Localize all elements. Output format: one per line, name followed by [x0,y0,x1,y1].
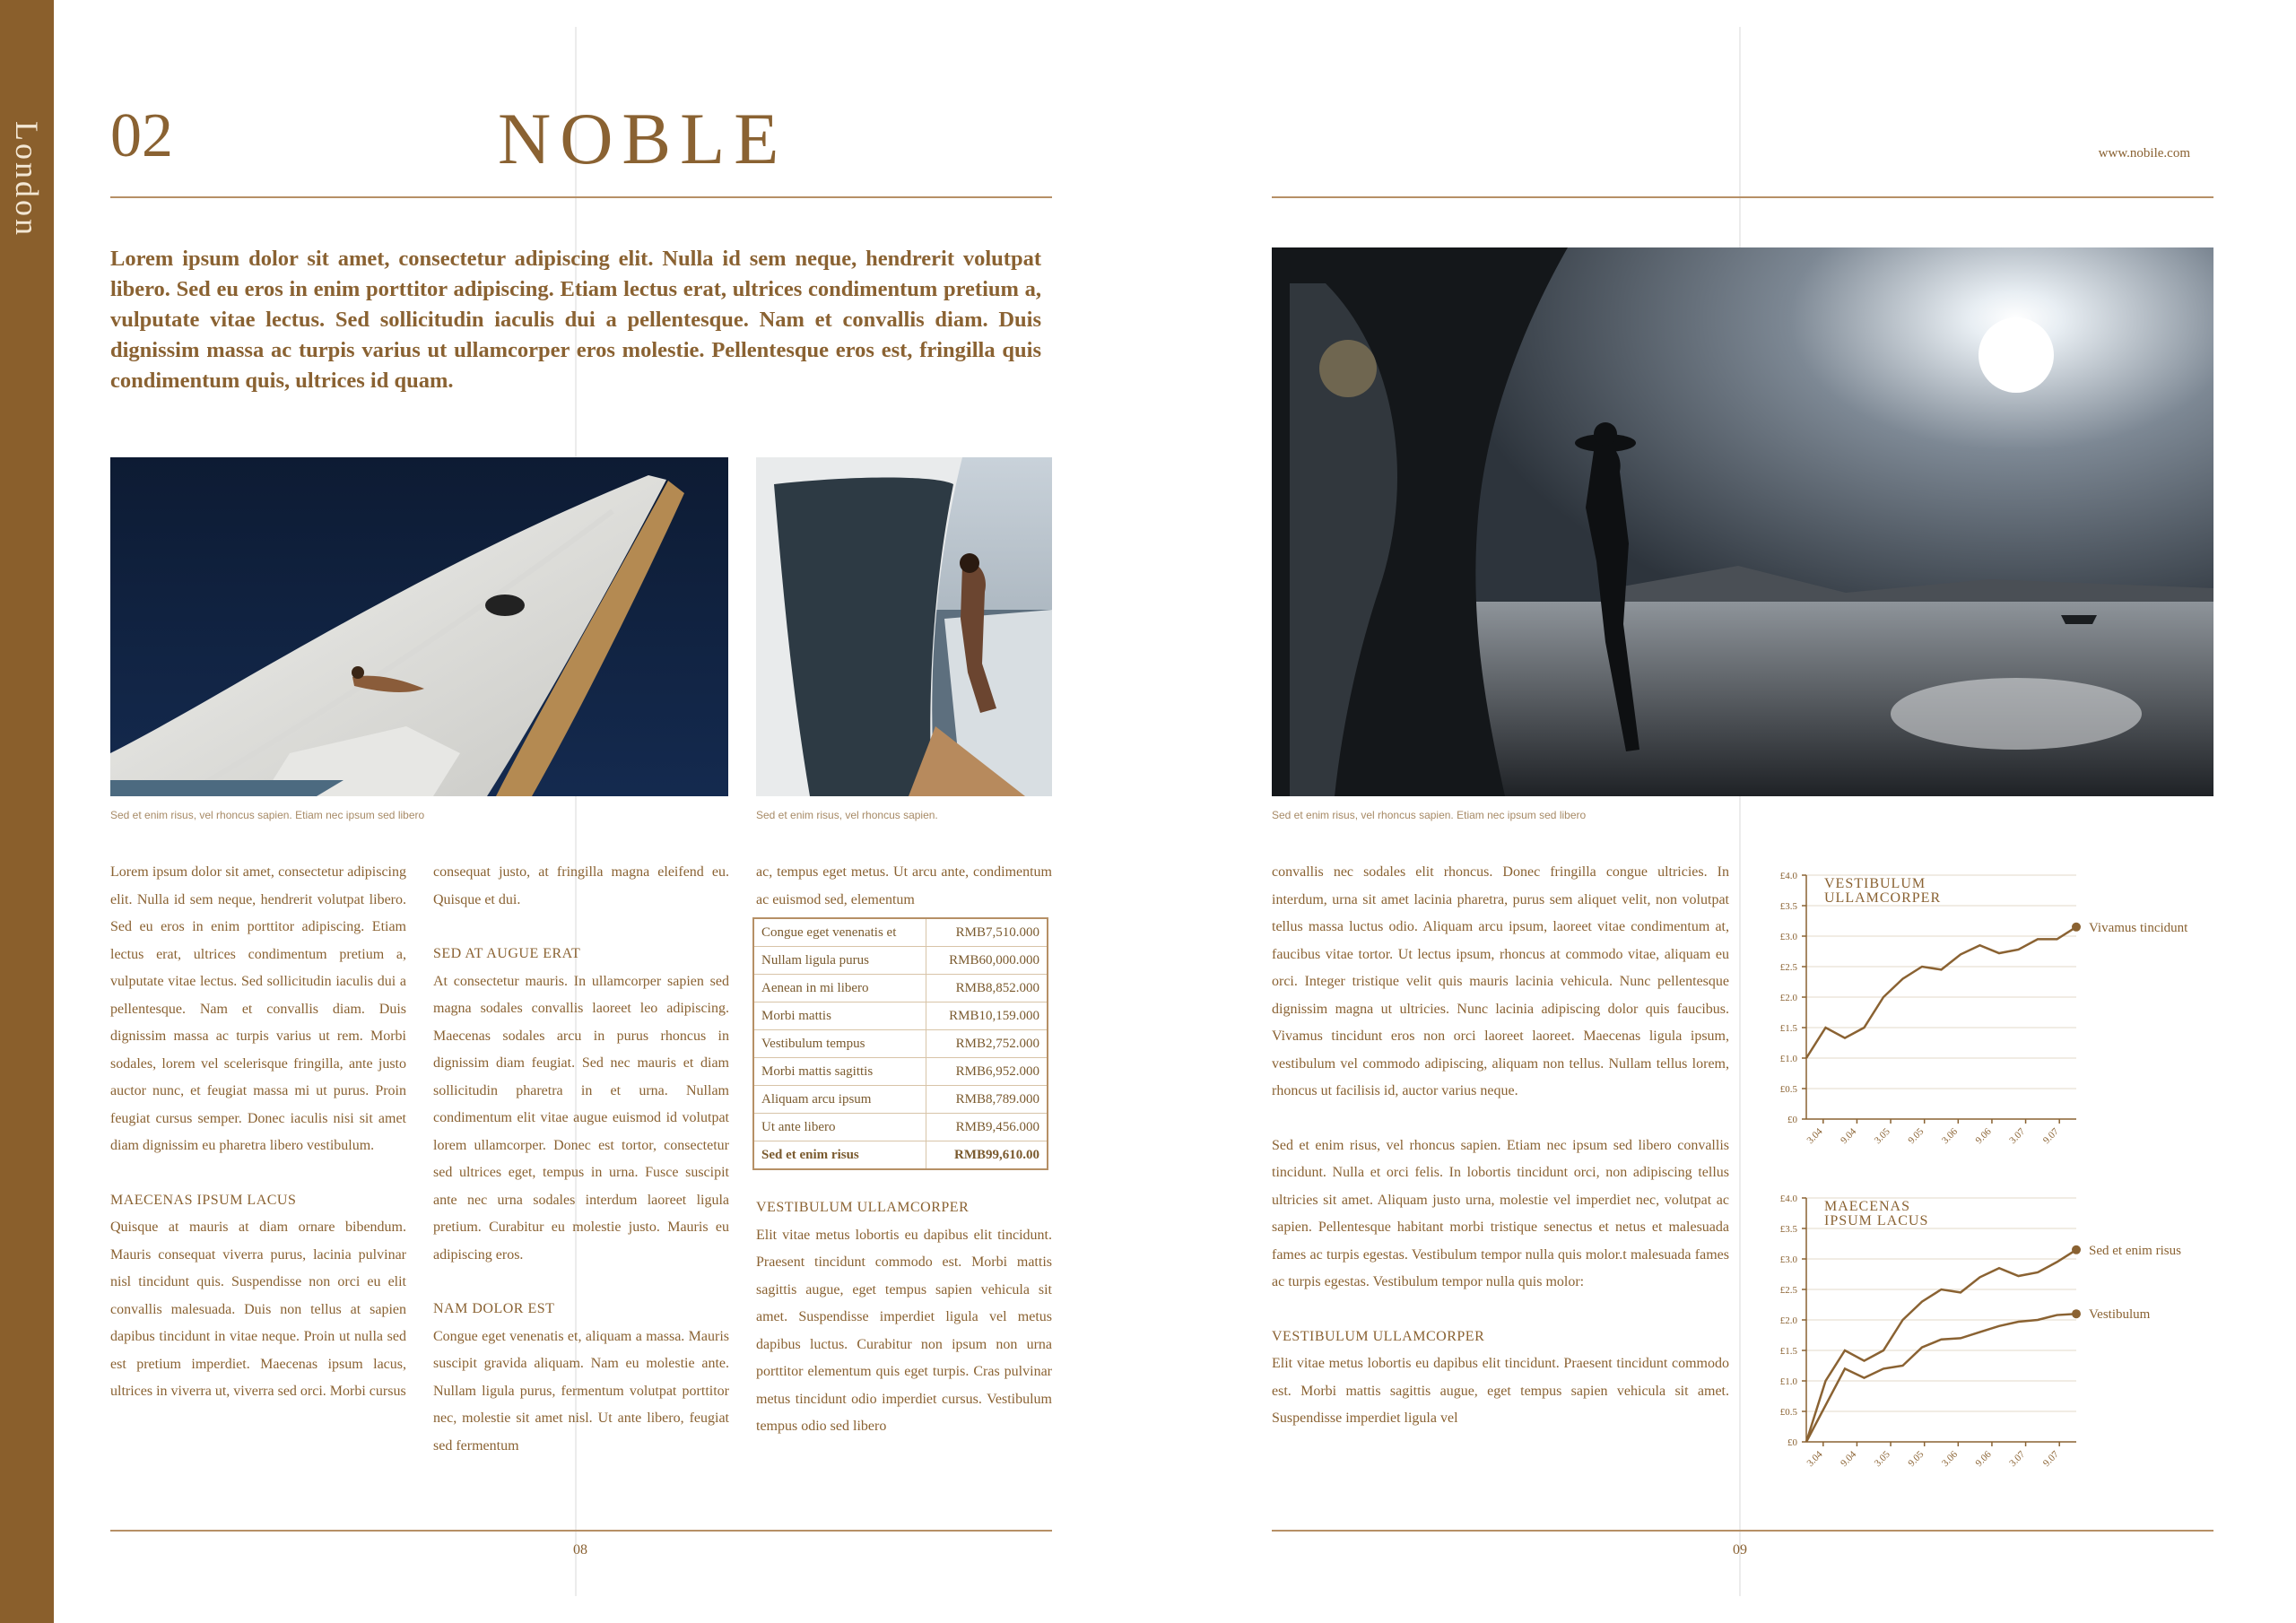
price-label: Congue eget venenatis et [753,918,926,947]
y-tick-label: £2.0 [1779,1315,1797,1326]
price-label: Aenean in mi libero [753,975,926,1002]
price-row [753,1030,1048,1058]
chart-title: ULLAMCORPER [1824,890,1942,906]
price-row [753,1086,1048,1114]
chart-title: VESTIBULUM [1824,876,1926,891]
series-label: Vestibulum [2089,1307,2151,1323]
text-column-1 [110,859,406,1406]
price-row [753,918,1048,947]
y-tick-label: £3.5 [1779,901,1797,912]
chart-vestibulum [1758,864,2224,1160]
y-tick-label: £3.5 [1779,1224,1797,1235]
price-value: RMB6,952.000 [926,1058,1048,1086]
price-label: Nullam ligula purus [753,947,926,975]
price-label: Morbi mattis sagittis [753,1058,926,1086]
price-row [753,1002,1048,1030]
y-tick-label: £2.5 [1779,962,1797,973]
y-tick-label: £1.0 [1779,1054,1797,1064]
caption-photo-2: Sed et enim risus, vel rhoncus sapien. [756,809,938,821]
photo-yacht-bow-image [110,457,728,796]
x-tick-label: 9.04 [1839,1449,1859,1470]
x-tick-label: 3.05 [1872,1126,1892,1147]
price-row [753,975,1048,1002]
spine-band [0,0,54,1623]
brand-name: NOBLE [498,98,788,179]
series-end-point [2072,923,2081,932]
lede-paragraph: Lorem ipsum dolor sit amet, consectetur adipiscing elit. Nulla id sem neque, hendrerit volutpat libero. Sed eu eros in enim porttitor adipiscing. Etiam lectus erat, ultrices condimentum pretium a, vulputate vitae lectus. Sed sollicitudin iaculis dui a pellentesque. Nam et convallis diam. Duis dignissim massa ac turpis varius ut ullamcorper eros molestie. Pellentesque eros est, fringilla quis condimentum quis, ultrices id quam. [110,247,1041,393]
col1-paragraph-1: Lorem ipsum dolor sit amet, consectetur adipiscing elit. Nulla id sem neque, hendrerit volutpat libero. Sed eu eros in enim porttitor adipiscing. Etiam lectus erat, ultrices condimentum pretium a, vulputate vitae lectus. Sed sollicitudin iaculis dui a pellentesque. Nam et convallis diam. Duis dignissim massa ac turpis varius ut rem. Morbi sodales, lorem vel scelerisque fringilla, ante justo auctor nunc, et feugiat massa mi ut purus. Proin feugiat cursus semper. Donec iaculis nisi sit amet diam dignissim eu pharetra libero vestibulum. [110,864,406,1153]
col2-paragraph-3: Congue eget venenatis et, aliquam a massa. Mauris suscipit gravida aliquam. Nam eu molestie ante. Nullam ligula purus, fermentum volutpat porttitor nec, molestie sit amet nisl. Ut ante libero, feugiat sed fermentum [433,1328,729,1454]
page-number-left: 08 [573,1542,587,1558]
x-tick-label: 3.07 [2007,1126,2028,1147]
series-end-point [2072,1309,2081,1318]
photo-deck-woman-image [756,457,1052,796]
right-paragraph-2: Sed et enim risus, vel rhoncus sapien. Etiam nec ipsum sed libero convallis tincidunt. Nulla et orci felis. In lobortis tincidunt orci, non adipiscing tellus ultricies sit amet. Aliquam justo urna, molestie vel imperdiet nec, volutpat ac sapien. Pellentesque habitant morbi tristique senectus et netus et malesuada fames ac turpis egestas. Vestibulum tempor nulla quis molor.t malesuada fames ac turpis egestas. Vestibulum tempor nulla quis molor: [1272,1137,1729,1289]
y-tick-label: £1.0 [1779,1376,1797,1387]
y-tick-label: £4.0 [1779,1193,1797,1204]
caption-photo-3: Sed et enim risus, vel rhoncus sapien. Etiam nec ipsum sed libero [1272,809,1587,821]
brand-logo [498,97,787,181]
x-tick-label: 3.07 [2007,1449,2028,1470]
col3-heading: VESTIBULUM ULLAMCORPER [756,1200,970,1215]
price-value: RMB10,159.000 [926,1002,1048,1030]
text-column-2 [433,859,729,1460]
chart-title: MAECENAS [1824,1199,1911,1214]
price-table [752,917,1048,1170]
col3-paragraph-1: ac, tempus eget metus. Ut arcu ante, condimentum ac euismod sed, elementum [756,864,1052,907]
website-url[interactable]: www.nobile.com [2098,146,2190,161]
col2-heading-1: SED AT AUGUE ERAT [433,946,581,961]
price-row [753,1058,1048,1086]
x-tick-label: 9.07 [2040,1449,2061,1470]
footer-rule-right [1272,1530,2213,1532]
right-paragraph-1: convallis nec sodales elit rhoncus. Donec fringilla congue ultricies. In interdum, urna sit amet lacinia pharetra, purus sem aliquet velit, non volutpat tellus massa luctus odio. Aliquam arcu ipsum, laoreet vitae condimentum at, faucibus vitae tortor. Ut lectus ipsum, rhoncus at commodo vitae, aliquam eu orci. Integer tristique velit quis mauris lacinia vehicula. Nunc pellentesque dignissim magna ut ultricies. Nunc lacinia adipiscing dolor quis faucibus. Vivamus tincidunt eros non orci laoreet laoreet. Maecenas ligula ipsum, vestibulum vel commodo adipiscing, aliquam non tellus. Nullam tellus lorem, rhoncus ut facilisis id, auctor varius neque. [1272,864,1729,1098]
price-value: RMB9,456.000 [926,1114,1048,1141]
spine-label [5,108,48,251]
series-label: Vivamus tincidunt [2089,920,2188,935]
text-column-3-bottom [756,1194,1052,1441]
x-tick-label: 9.06 [1973,1449,1994,1470]
header-rule-left [110,196,1052,198]
y-tick-label: £2.0 [1779,993,1797,1003]
right-heading: VESTIBULUM ULLAMCORPER [1272,1328,1485,1344]
price-row [753,1114,1048,1141]
price-label: Aliquam arcu ipsum [753,1086,926,1114]
x-tick-label: 9.05 [1906,1449,1926,1470]
col3-paragraph-2: Elit vitae metus lobortis eu dapibus elit tincidunt. Praesent tincidunt commodo est. Morbi mattis sagittis augue, eget tempus sapien vehicula sit amet. Suspendisse imperdiet ligula vel metus dapibus luctus. Curabitur non ipsum non urna porttitor elementum quis eget turpis. Cras pulvinar metus tincidunt odio imperdiet cursus. Vestibulum tempus odio sed libero [756,1227,1052,1434]
chart-title: IPSUM LACUS [1824,1213,1929,1228]
right-paragraph-3: Elit vitae metus lobortis eu dapibus elit tincidunt. Praesent tincidunt commodo est. Morbi mattis sagittis augue, eget tempus sapien vehicula sit amet. Suspendisse imperdiet ligula vel [1272,1356,1729,1426]
spine-city: London [9,121,45,238]
x-tick-label: 3.06 [1939,1449,1961,1470]
price-value: RMB2,752.000 [926,1030,1048,1058]
y-tick-label: £2.5 [1779,1285,1797,1296]
price-row [753,947,1048,975]
photo-sunset-image [1272,247,2213,796]
price-label: Ut ante libero [753,1114,926,1141]
y-tick-label: £1.5 [1779,1346,1797,1357]
price-value: RMB60,000.000 [926,947,1048,975]
x-tick-label: 3.04 [1805,1449,1825,1470]
series-line [1806,1250,2076,1442]
x-tick-label: 3.04 [1805,1126,1825,1147]
caption-photo-1: Sed et enim risus, vel rhoncus sapien. Etiam nec ipsum sed libero [110,809,425,821]
photo-sunset-silhouette [1272,247,2213,796]
chart-maecenas [1758,1187,2224,1492]
y-tick-label: £4.0 [1779,871,1797,881]
price-label: Morbi mattis [753,1002,926,1030]
price-row [753,1141,1048,1170]
col2-paragraph-1: consequat justo, at fringilla magna eleifend eu. Quisque et dui. [433,864,729,907]
y-tick-label: £1.5 [1779,1023,1797,1034]
x-tick-label: 9.04 [1839,1126,1859,1147]
price-value: RMB7,510.000 [926,918,1048,947]
price-value: RMB8,789.000 [926,1086,1048,1114]
series-label: Sed et enim risus [2089,1243,2181,1258]
col1-paragraph-2: Quisque at mauris at diam ornare bibendum. Mauris consequat viverra purus, lacinia pulvinar nisl tincidunt quis. Suspendisse non orci eu elit convallis malesuada. Duis non tellus at sapien dapibus tincidunt in vitae neque. Proin ut nulla sed est pretium imperdiet. Maecenas ipsum lacus, ultrices in viverra ut, viverra sed orci. Morbi cursus [110,1219,406,1399]
x-tick-label: 9.06 [1973,1126,1994,1147]
col1-heading: MAECENAS IPSUM LACUS [110,1192,297,1208]
y-tick-label: £0.5 [1779,1407,1797,1418]
price-value: RMB8,852.000 [926,975,1048,1002]
x-tick-label: 3.05 [1872,1449,1892,1470]
col2-paragraph-2: At consectetur mauris. In ullamcorper sapien sed magna sodales convallis laoreet leo adipiscing. Maecenas sodales arcu in purus rhoncus in dignissim diam feugiat. Sed nec mauris et diam sollicitudin pharetra in et urna. Nullam condimentum elit vitae augue euismod id volutpat lorem ullamcorper. Donec est tortor, consectetur sed ultrices eget, tempus in urna. Fusce suscipit ante nec urna sodales interdum laoreet ligula pretium. Curabitur eu molestie justo. Mauris eu adipiscing eros. [433,973,729,1263]
x-tick-label: 9.05 [1906,1126,1926,1147]
y-tick-label: £0 [1787,1115,1797,1125]
series-line [1806,927,2076,1058]
text-column-3-top [756,859,1052,914]
x-tick-label: 9.07 [2040,1126,2061,1147]
issue-number: 02 [110,101,173,170]
price-value: RMB99,610.00 [926,1141,1048,1170]
header-rule-right [1272,196,2213,198]
y-tick-label: £0.5 [1779,1084,1797,1095]
y-tick-label: £3.0 [1779,932,1797,942]
y-tick-label: £3.0 [1779,1254,1797,1265]
series-line [1806,1314,2076,1442]
photo-yacht-bow [110,457,728,796]
x-tick-label: 3.06 [1939,1126,1961,1147]
col2-heading-2: NAM DOLOR EST [433,1301,555,1316]
footer-rule-left [110,1530,1052,1532]
page-number-right: 09 [1733,1542,1747,1558]
series-end-point [2072,1245,2081,1254]
text-column-right [1272,859,1729,1433]
y-tick-label: £0 [1787,1437,1797,1448]
price-label: Sed et enim risus [761,1147,859,1162]
price-label: Vestibulum tempus [753,1030,926,1058]
photo-deck-woman [756,457,1052,796]
